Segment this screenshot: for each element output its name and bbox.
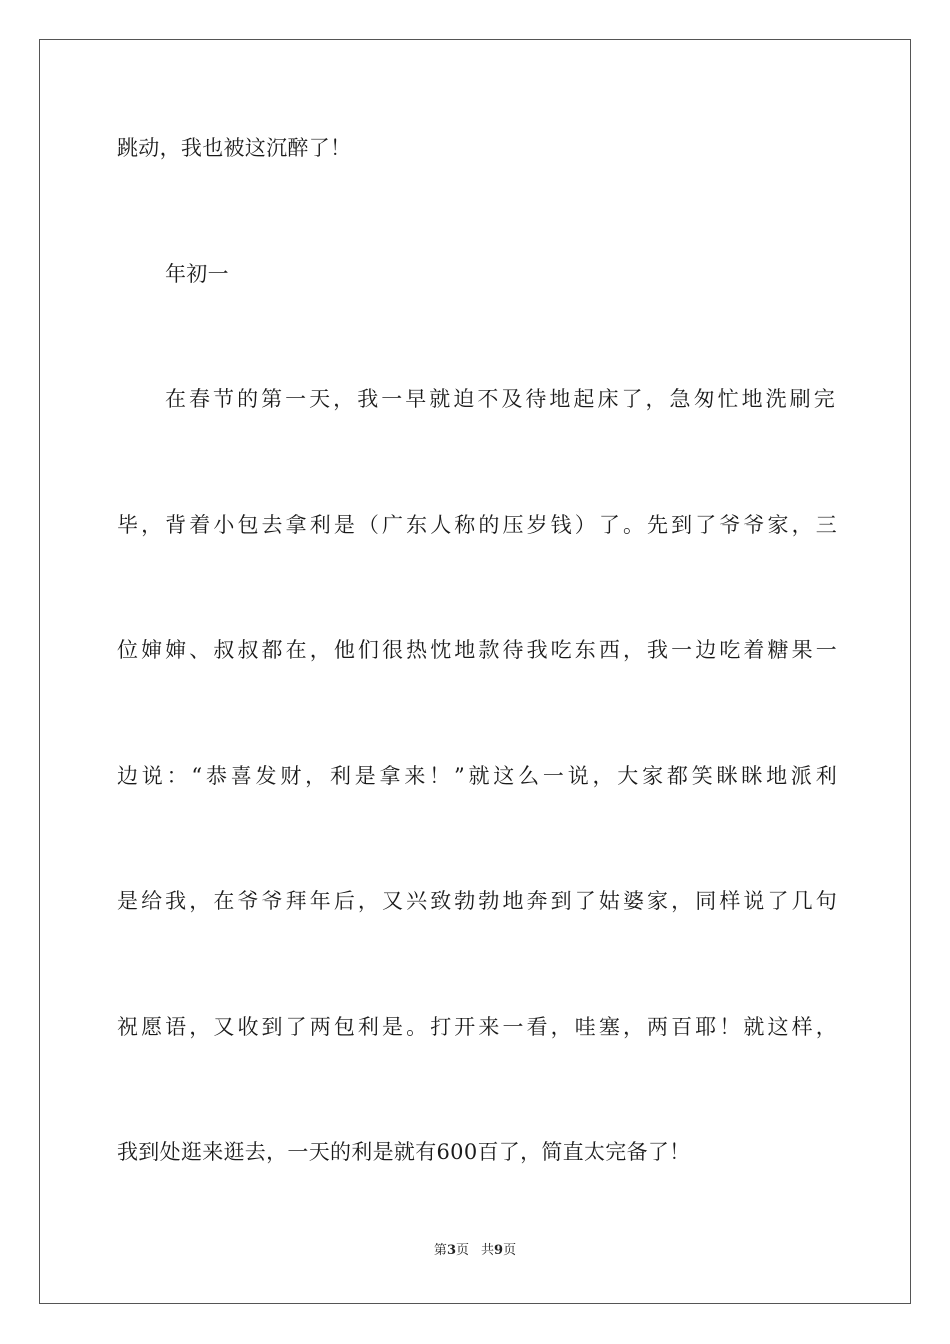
paragraph-line: 是给我，在爷爷拜年后，又兴致勃勃地奔到了姑婆家，同样说了几句 [117,889,837,913]
page-total-prefix: 共 [481,1243,495,1258]
paragraph-line: 祝愿语，又收到了两包利是。打开来一看，哇塞，两百耶！就这样， [117,1015,837,1039]
text-line-6 [117,761,837,791]
text-line-3 [165,384,835,414]
paragraph-line: 边说：“恭喜发财，利是拿来！”就这么一说，大家都笑眯眯地派利 [117,764,837,788]
text-line-1: 跳动，我也被这沉醉了！ [117,136,352,160]
text-line-7 [117,886,837,916]
page-number-current: 3 [446,1243,456,1258]
page-total: 9 [494,1243,504,1258]
paragraph-line: 毕，背着小包去拿利是（广东人称的压岁钱）了。先到了爷爷家，三 [117,513,837,537]
page-number-suffix: 页 [455,1243,469,1258]
paragraph-line: 在春节的第一天，我一早就迫不及待地起床了，急匆忙地洗刷完 [165,387,835,411]
text-line-9: 我到处逛来逛去，一天的利是就有600百了，简直太完备了！ [117,1140,691,1164]
section-heading: 年初一 [165,262,229,286]
page-total-suffix: 页 [503,1243,517,1258]
page-footer [0,1242,950,1260]
page-number-prefix: 第 [433,1243,447,1258]
text-line-4 [117,510,837,540]
text-line-5 [117,635,837,665]
paragraph-line: 位婶婶、叔叔都在，他们很热忱地款待我吃东西，我一边吃着糖果一 [117,638,837,662]
text-line-8 [117,1012,837,1042]
page-border [39,39,911,1304]
